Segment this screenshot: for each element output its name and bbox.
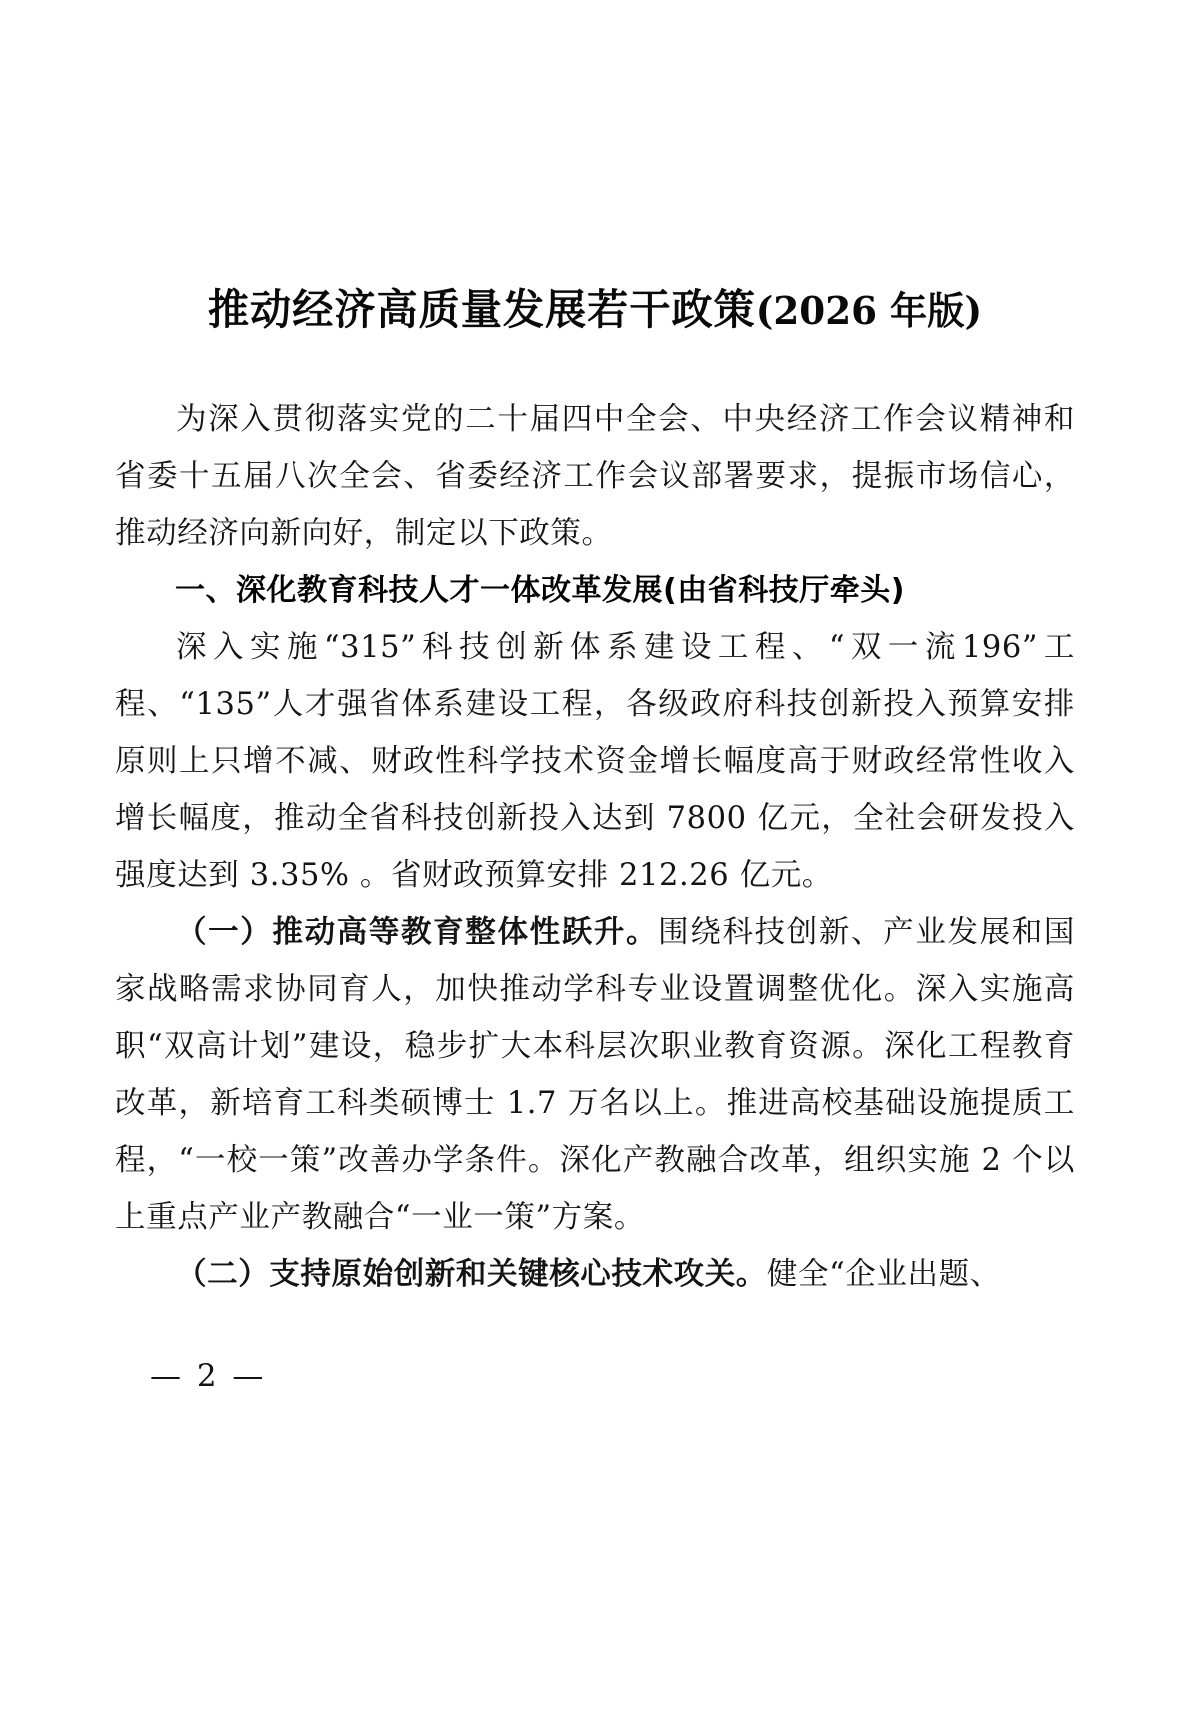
page-title (125, 0, 1066, 335)
page-number: — 2 — (150, 1358, 267, 1394)
paragraph-section-one: 深入实施“315”科技创新体系建设工程、“双一流196”工程、“135”人才强省体系建设工程，各级政府科技创新投入预算安排原则上只增不减、财政性科学技术资金增长幅度高于财政经常性收入增长幅度，推动全省科技创新投入达到 7800 亿元，全社会研发投入强度达到 3.35% 。省财政预算安排 212.26 亿元。 (115, 630, 1075, 894)
page-title-suffix: (2026 年版) (755, 288, 983, 333)
paragraph-intro: 为深入贯彻落实党的二十届四中全会、中央经济工作会议精神和省委十五届八次全会、省委经济工作会议部署要求，提振市场信心，推动经济向新向好，制定以下政策。 (115, 402, 1075, 552)
document-body (115, 391, 1075, 1303)
item-two-lead: （二）支持原始创新和关键核心技术攻关。 (176, 1256, 767, 1293)
page-content (115, 0, 1075, 1303)
page-title-main: 推动经济高质量发展若干政策 (207, 285, 756, 334)
item-two-text: 健全“企业出题、 (766, 1257, 1001, 1293)
section-heading-one: 一、深化教育科技人才一体改革发展(由省科技厅牵头) (175, 573, 905, 609)
item-one-text: 围绕科技创新、产业发展和国家战略需求协同育人，加快推动学科专业设置调整优化。深入实施高职“双高计划”建设，稳步扩大本科层次职业教育资源。深化工程教育改革，新培育工科类硕博士 1.7 万名以上。推进高校基础设施提质工程，“一校一策”改善办学条件。深化产教融合改革，组织实施 2 个以上重点产业产教融合“一业一策”方案。 (115, 915, 1075, 1236)
item-one-lead: （一）推动高等教育整体性跃升。 (176, 914, 659, 951)
paragraph-item-one (115, 904, 1075, 1246)
paragraph-item-two (115, 1246, 1075, 1303)
